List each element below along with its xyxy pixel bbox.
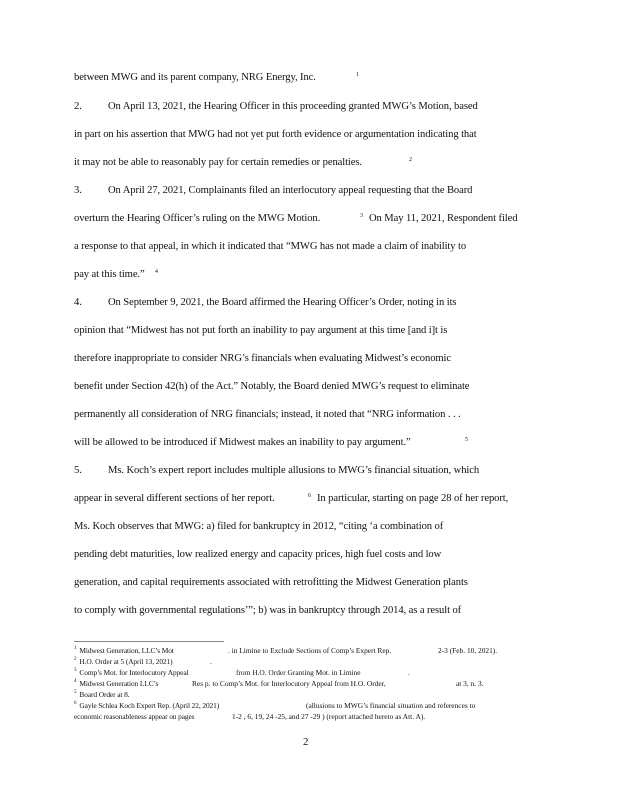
footnote-ref: 5 <box>465 437 468 443</box>
body-line: generation, and capital requirements associated with retrofitting the Midwest Generation plants <box>74 577 468 588</box>
paragraph-number: 3. <box>74 185 82 196</box>
body-line: permanently all consideration of NRG financials; instead, it noted that “NRG information . . . <box>74 409 461 420</box>
footnote-text: H.O. Order at 5 (April 13, 2021) <box>79 657 173 666</box>
paragraph-number: 4. <box>74 297 82 308</box>
footnote-text: Gayle Schlea Koch Expert Rep. (April 22, 2021) <box>79 701 220 710</box>
footnote-separator <box>74 641 224 642</box>
body-line: a response to that appeal, in which it indicated that “MWG has not made a claim of inability to <box>74 241 467 252</box>
body-line: therefore inappropriate to consider NRG’s financials when evaluating Midwest’s economic <box>74 353 451 364</box>
paragraph-number: 5. <box>74 465 82 476</box>
body-line: pending debt maturities, low realized energy and capacity prices, high fuel costs and low <box>74 549 442 560</box>
footnote-text: at 3, n. 3. <box>456 679 484 688</box>
footnote-text: Board Order at 8. <box>79 690 130 699</box>
body-line: pay at this time.” <box>74 269 145 280</box>
footnote-number: 4 <box>74 679 77 684</box>
body-line: opinion that “Midwest has not put forth an inability to pay argument at this time [and i]t is <box>74 325 448 336</box>
body-line: On May 11, 2021, Respondent filed <box>369 213 518 224</box>
footnote-text: . <box>408 668 410 677</box>
body-line: appear in several different sections of her report. <box>74 493 275 504</box>
footnote-ref: 4 <box>155 269 158 275</box>
footnote-text: Res p. to Comp’s Mot. for Interlocutory Appeal from H.O. Order, <box>192 679 386 688</box>
body-line: overturn the Hearing Officer’s ruling on the MWG Motion. <box>74 213 321 224</box>
body-line: between MWG and its parent company, NRG Energy, Inc. <box>74 72 316 83</box>
footnote-text: . <box>210 657 212 666</box>
footnote-ref: 3 <box>360 213 363 219</box>
footnote <box>74 657 172 666</box>
footnote-continuation: economic reasonableness appear on pages <box>74 712 195 721</box>
body-line: Ms. Koch observes that MWG: a) filed for bankruptcy in 2012, “citing ‘a combination of <box>74 521 444 532</box>
footnote-text: Midwest Generation, LLC’s Mot <box>79 646 174 655</box>
body-line: On April 13, 2021, the Hearing Officer in this proceeding granted MWG’s Motion, based <box>108 101 478 112</box>
footnote-number: 6 <box>74 701 77 706</box>
footnote-number: 3 <box>74 668 77 673</box>
body-line: in part on his assertion that MWG had not yet put forth evidence or argumentation indicating that <box>74 129 477 140</box>
footnote-text: Comp’s Mot. for Interlocutory Appeal <box>79 668 189 677</box>
footnote <box>74 679 158 688</box>
body-line: On September 9, 2021, the Board affirmed the Hearing Officer’s Order, noting in its <box>108 297 457 308</box>
page-number: 2 <box>303 736 309 748</box>
body-line: On April 27, 2021, Complainants filed an interlocutory appeal requesting that the Board <box>108 185 473 196</box>
body-line: In particular, starting on page 28 of her report, <box>317 493 509 504</box>
footnote-number: 1 <box>74 646 77 651</box>
footnote-ref: 6 <box>308 493 311 499</box>
footnote-text: 2-3 (Feb. 10, 2021). <box>438 646 498 655</box>
footnote-ref: 2 <box>409 157 412 163</box>
footnote-number: 2 <box>74 657 77 662</box>
footnote-text: (allusions to MWG’s financial situation and references to <box>306 701 476 710</box>
footnote <box>74 690 129 699</box>
footnote <box>74 701 219 710</box>
footnote-ref: 1 <box>356 72 359 78</box>
body-line: will be allowed to be introduced if Midwest makes an inability to pay argument.” <box>74 437 411 448</box>
paragraph-number: 2. <box>74 101 82 112</box>
footnote-number: 5 <box>74 690 77 695</box>
footnote <box>74 646 174 655</box>
body-line: it may not be able to reasonably pay for certain remedies or penalties. <box>74 157 362 168</box>
body-line: Ms. Koch’s expert report includes multiple allusions to MWG’s financial situation, which <box>108 465 480 476</box>
footnote-text: Midwest Generation LLC’s <box>79 679 159 688</box>
body-line: to comply with governmental regulations’”; b) was in bankruptcy through 2014, as a result of <box>74 605 462 616</box>
footnote-text: . in Limine to Exclude Sections of Comp’s Expert Rep. <box>228 646 392 655</box>
footnote-text: 1-2 , 6, 19, 24 -25, and 27 -29 ) (report attached hereto as Att. A). <box>232 712 426 721</box>
body-line: benefit under Section 42(h) of the Act.” Notably, the Board denied MWG’s request to eliminate <box>74 381 470 392</box>
footnote-text: from H.O. Order Granting Mot. in Limine <box>236 668 361 677</box>
footnote <box>74 668 189 677</box>
